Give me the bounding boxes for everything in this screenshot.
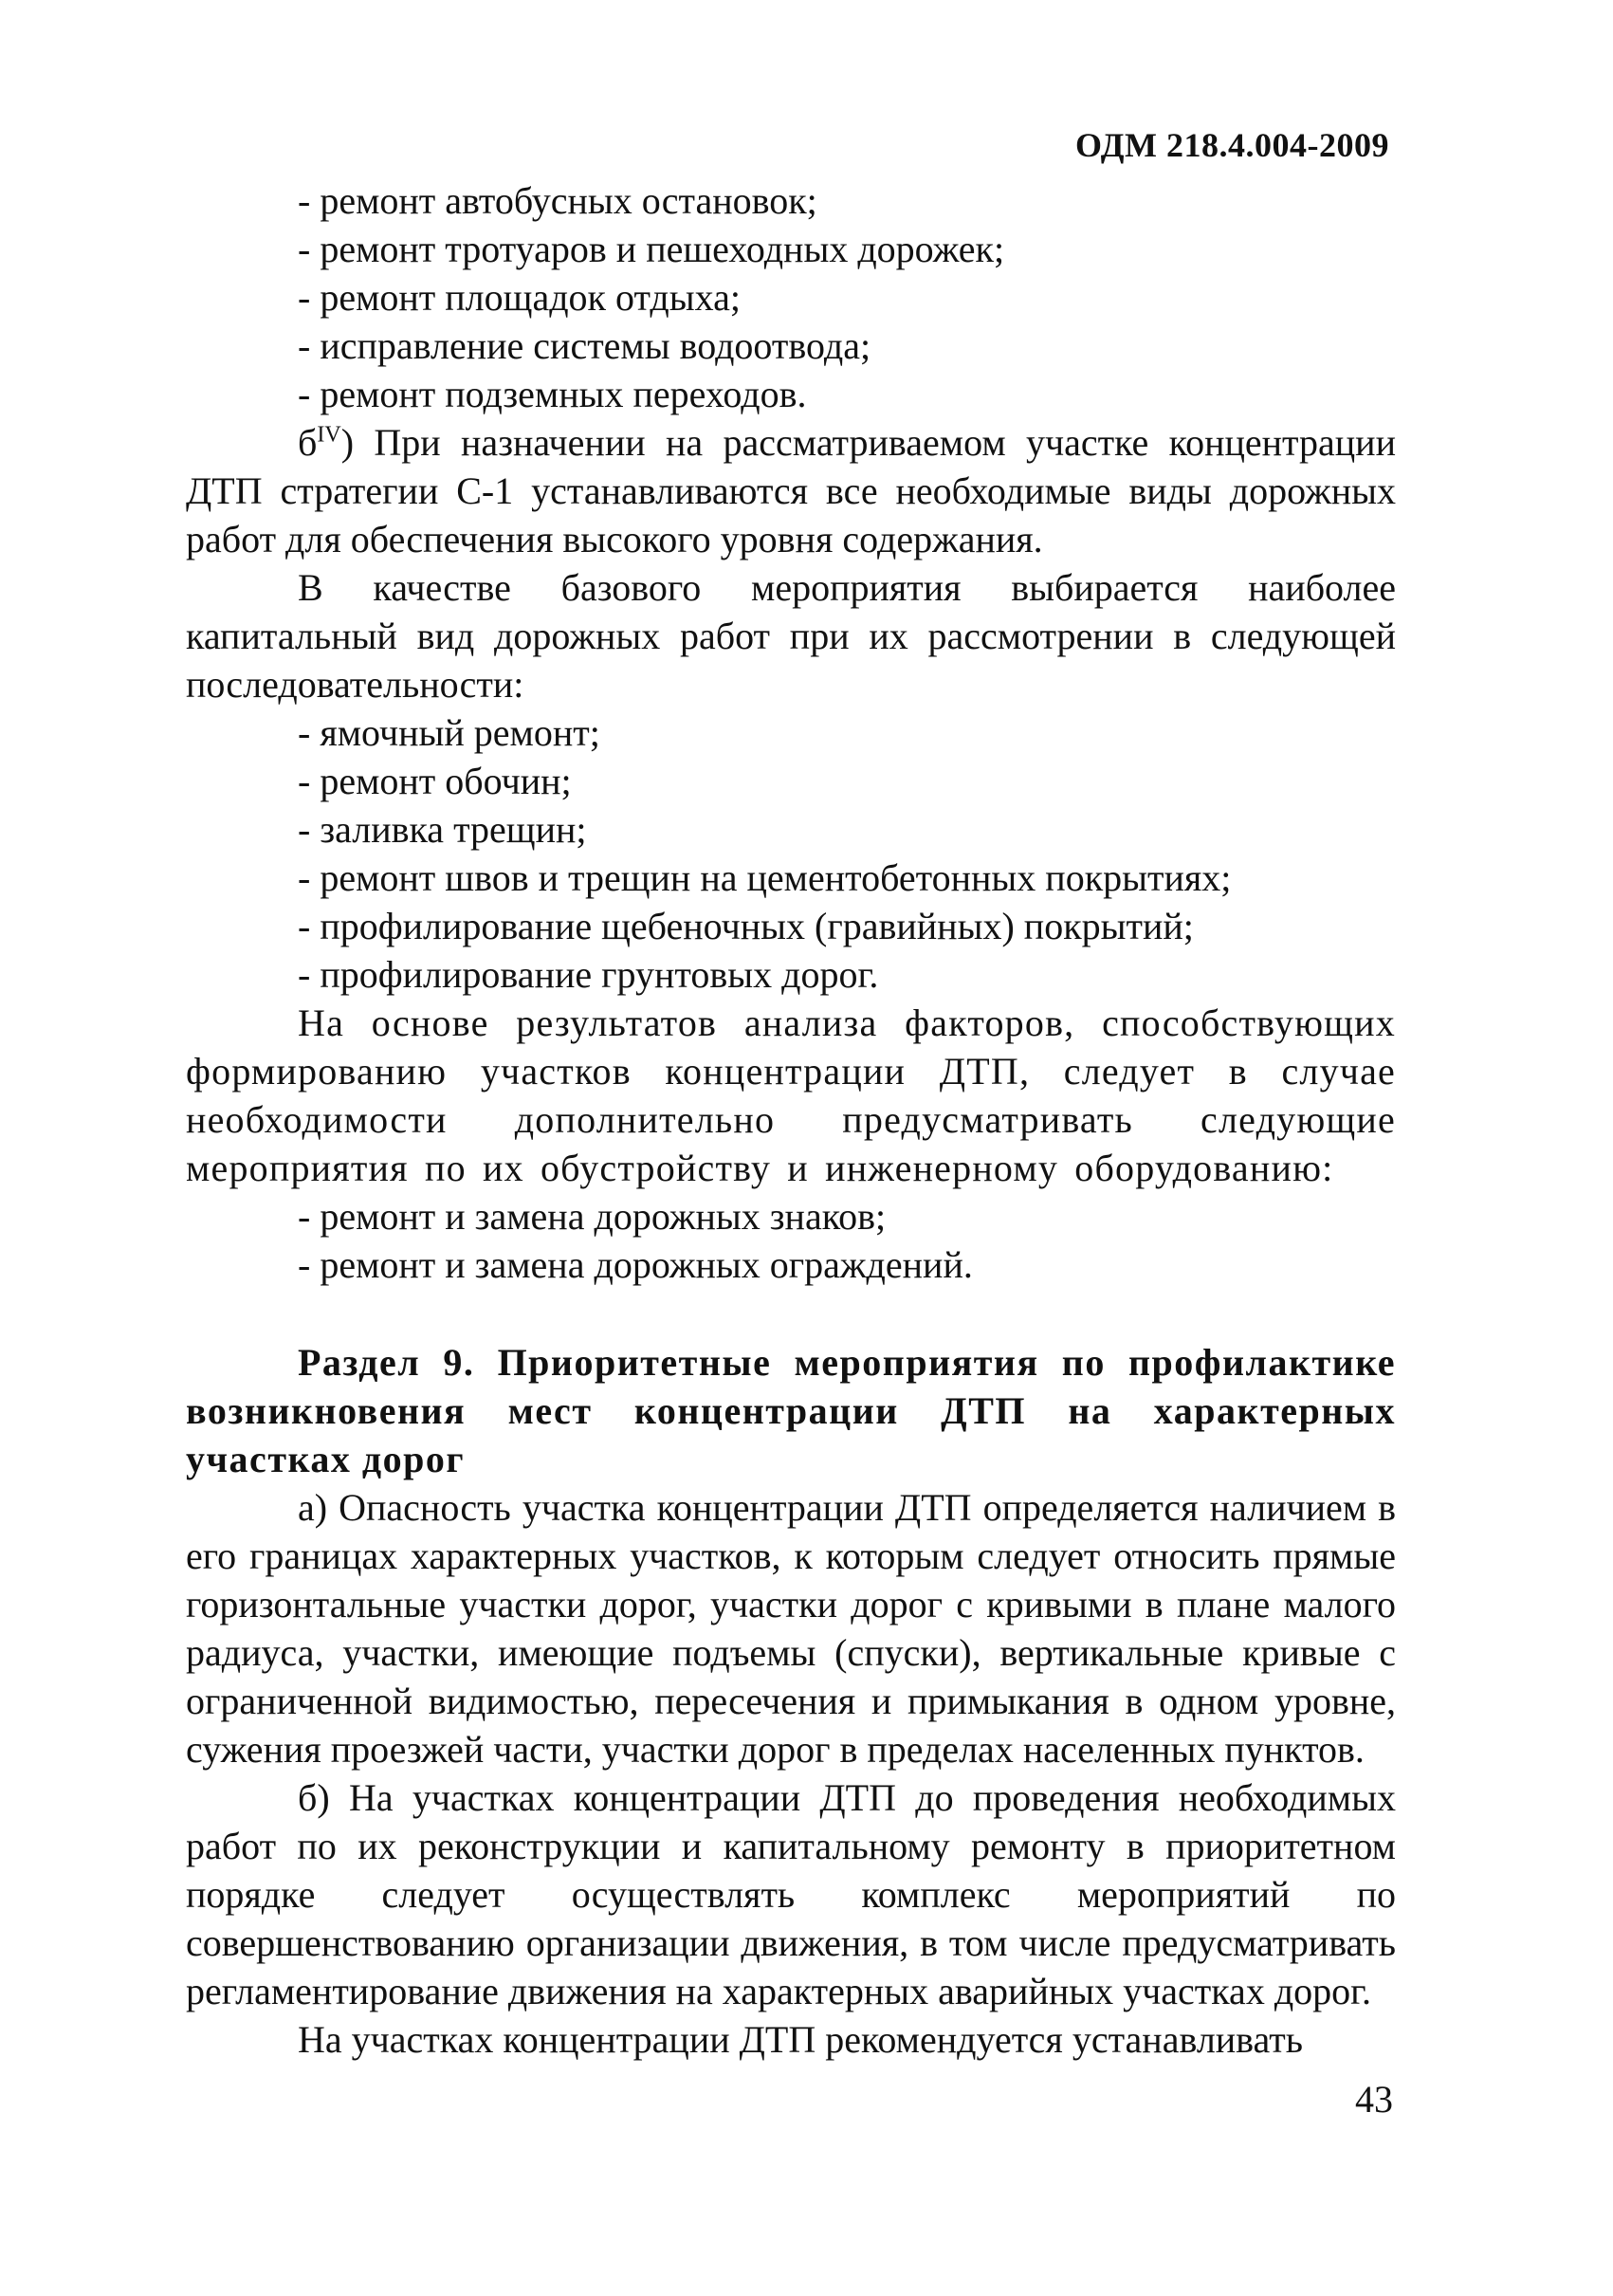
list-item: - ремонт обочин; xyxy=(298,760,572,802)
list-item: - ремонт и замена дорожных знаков; xyxy=(298,1195,887,1238)
paragraph-text: На участках концентрации ДТП рекомендуется устанавливать xyxy=(298,2018,1303,2061)
paragraph-text: В качестве базового мероприятия выбирается наиболее капитальный вид дорожных работ при их рассмотрении в следующей последовательности: xyxy=(186,566,1396,706)
page-number: 43 xyxy=(1355,2078,1393,2121)
paragraph-factors xyxy=(186,999,1396,1192)
paragraph-text: На основе результатов анализа факторов, способствующих формированию участков концентрации ДТП, следует в случае необходимости дополнительно предусматривать следующие мероприятия по их обустройству и инженерному оборудованию: xyxy=(186,1001,1396,1189)
list-item: - ремонт автобусных остановок; xyxy=(298,179,817,222)
paragraph-text: б) На участках концентрации ДТП до проведения необходимых работ по их реконструкции и капитальному ремонту в приоритетном порядке следует осуществлять комплекс мероприятий по совершенствованию организации движения, в том числе предусматривать регламентирование движения на характерных аварийных участках дорог. xyxy=(186,1776,1396,2012)
paragraph-marker: б xyxy=(298,421,318,464)
section-heading xyxy=(186,1338,1396,1483)
paragraph-base-measure xyxy=(186,563,1396,708)
list-item: - исправление системы водоотвода; xyxy=(298,324,871,367)
document-code-header: ОДМ 218.4.004-2009 xyxy=(1075,126,1389,164)
list-item: - профилирование щебеночных (гравийных) покрытий; xyxy=(298,905,1194,947)
paragraph-marker-superscript: IV xyxy=(317,422,341,448)
section-heading-text: Раздел 9. Приоритетные мероприятия по профилактике возникновения мест концентрации ДТП на характерных участках дорог xyxy=(186,1341,1396,1480)
paragraph-a xyxy=(186,1483,1396,1773)
list-item: - ремонт подземных переходов. xyxy=(298,373,807,415)
paragraph-text: ) При назначении на рассматриваемом участке концентрации ДТП стратегии С-1 устанавливаются все необходимые виды дорожных работ для обеспечения высокого уровня содержания. xyxy=(186,421,1396,560)
paragraph-text: а) Опасность участка концентрации ДТП определяется наличием в его границах характерных участков, к которым следует относить прямые горизонтальные участки дорог, участки дорог с кривыми в плане малого радиуса, участки, имеющие подъемы (спуски), вертикальные кривые с ограниченной видимостью, пересечения и примыкания в одном уровне, сужения проезжей части, участки дорог в пределах населенных пунктов. xyxy=(186,1486,1396,1771)
list-item: - ремонт тротуаров и пешеходных дорожек; xyxy=(298,228,1005,270)
list-equipment xyxy=(186,1192,1396,1289)
paragraph-last xyxy=(186,2015,1396,2064)
list-item: - ремонт и замена дорожных ограждений. xyxy=(298,1243,973,1286)
list-item: - профилирование грунтовых дорог. xyxy=(298,953,879,996)
list-works xyxy=(186,708,1396,999)
list-item: - ремонт площадок отдыха; xyxy=(298,276,741,319)
paragraph-b4 xyxy=(186,418,1396,563)
list-item: - ремонт швов и трещин на цементобетонных покрытиях; xyxy=(298,856,1232,899)
paragraph-b xyxy=(186,1773,1396,2015)
list-item: - ямочный ремонт; xyxy=(298,711,600,754)
list-top xyxy=(186,176,1396,418)
page-body xyxy=(186,176,1396,2064)
list-item: - заливка трещин; xyxy=(298,808,587,851)
